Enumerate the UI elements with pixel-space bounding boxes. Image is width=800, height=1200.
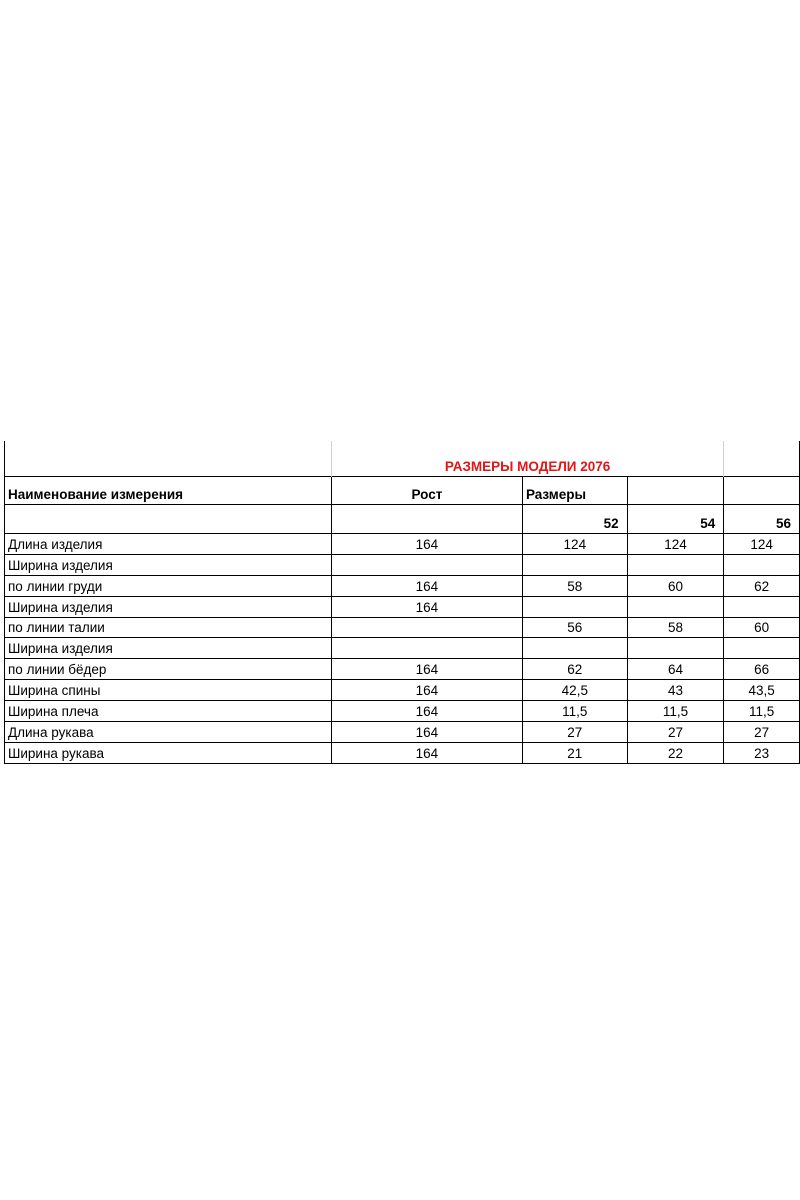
value-size-56: 43,5 [724, 680, 800, 701]
measurement-label: по линии бёдер [5, 659, 332, 680]
height-value [331, 638, 522, 659]
header-row [5, 477, 800, 505]
value-size-56: 66 [724, 659, 800, 680]
size-table [4, 441, 800, 764]
value-size-56: 60 [724, 617, 800, 638]
measurement-label: по линии груди [5, 575, 332, 596]
size-56: 56 [724, 505, 800, 534]
value-size-54: 43 [627, 680, 724, 701]
table-row [5, 575, 800, 596]
height-value: 164 [331, 596, 522, 617]
value-size-56: 27 [724, 722, 800, 743]
value-size-54: 124 [627, 534, 724, 555]
table-row [5, 722, 800, 743]
value-size-56 [724, 596, 800, 617]
value-size-54: 64 [627, 659, 724, 680]
value-size-52: 124 [522, 534, 627, 555]
header-name: Наименование измерения [5, 477, 332, 505]
height-value [331, 554, 522, 575]
sizes-empty-cell [331, 505, 522, 534]
value-size-52: 27 [522, 722, 627, 743]
height-value: 164 [331, 701, 522, 722]
height-value: 164 [331, 659, 522, 680]
measurement-label: Ширина изделия [5, 638, 332, 659]
table-row [5, 534, 800, 555]
measurement-label: Длина изделия [5, 534, 332, 555]
measurement-label: Ширина изделия [5, 554, 332, 575]
height-value: 164 [331, 722, 522, 743]
value-size-54 [627, 554, 724, 575]
table-row [5, 680, 800, 701]
value-size-54 [627, 638, 724, 659]
height-value: 164 [331, 575, 522, 596]
measurement-label: Ширина плеча [5, 701, 332, 722]
size-54: 54 [627, 505, 724, 534]
value-size-52 [522, 596, 627, 617]
value-size-52: 58 [522, 575, 627, 596]
value-size-52 [522, 638, 627, 659]
title-spacer-cell [5, 441, 332, 477]
table-row [5, 554, 800, 575]
measurement-label: Длина рукава [5, 722, 332, 743]
table-row [5, 659, 800, 680]
measurement-label: Ширина изделия [5, 596, 332, 617]
table-row [5, 638, 800, 659]
measurement-label: Ширина спины [5, 680, 332, 701]
table-row [5, 596, 800, 617]
header-empty-cell [627, 477, 724, 505]
value-size-56: 23 [724, 742, 800, 763]
value-size-56: 124 [724, 534, 800, 555]
height-value: 164 [331, 742, 522, 763]
value-size-54: 22 [627, 742, 724, 763]
measurement-label: Ширина рукава [5, 742, 332, 763]
value-size-56: 62 [724, 575, 800, 596]
sizes-empty-cell [5, 505, 332, 534]
size-52: 52 [522, 505, 627, 534]
value-size-54: 27 [627, 722, 724, 743]
height-value: 164 [331, 680, 522, 701]
value-size-52: 42,5 [522, 680, 627, 701]
value-size-54: 11,5 [627, 701, 724, 722]
table-row [5, 742, 800, 763]
table-row [5, 701, 800, 722]
value-size-52: 21 [522, 742, 627, 763]
measurement-label: по линии талии [5, 617, 332, 638]
header-empty-cell [724, 477, 800, 505]
value-size-52: 62 [522, 659, 627, 680]
title-row [5, 441, 800, 477]
header-height: Рост [331, 477, 522, 505]
title-right-cell [724, 441, 800, 477]
table-title: РАЗМЕРЫ МОДЕЛИ 2076 [331, 441, 723, 477]
value-size-54 [627, 596, 724, 617]
height-value: 164 [331, 534, 522, 555]
value-size-54: 60 [627, 575, 724, 596]
value-size-56 [724, 554, 800, 575]
value-size-56 [724, 638, 800, 659]
value-size-52 [522, 554, 627, 575]
value-size-54: 58 [627, 617, 724, 638]
height-value [331, 617, 522, 638]
size-numbers-row [5, 505, 800, 534]
value-size-52: 11,5 [522, 701, 627, 722]
value-size-56: 11,5 [724, 701, 800, 722]
header-sizes: Размеры [522, 477, 627, 505]
value-size-52: 56 [522, 617, 627, 638]
table-row [5, 617, 800, 638]
